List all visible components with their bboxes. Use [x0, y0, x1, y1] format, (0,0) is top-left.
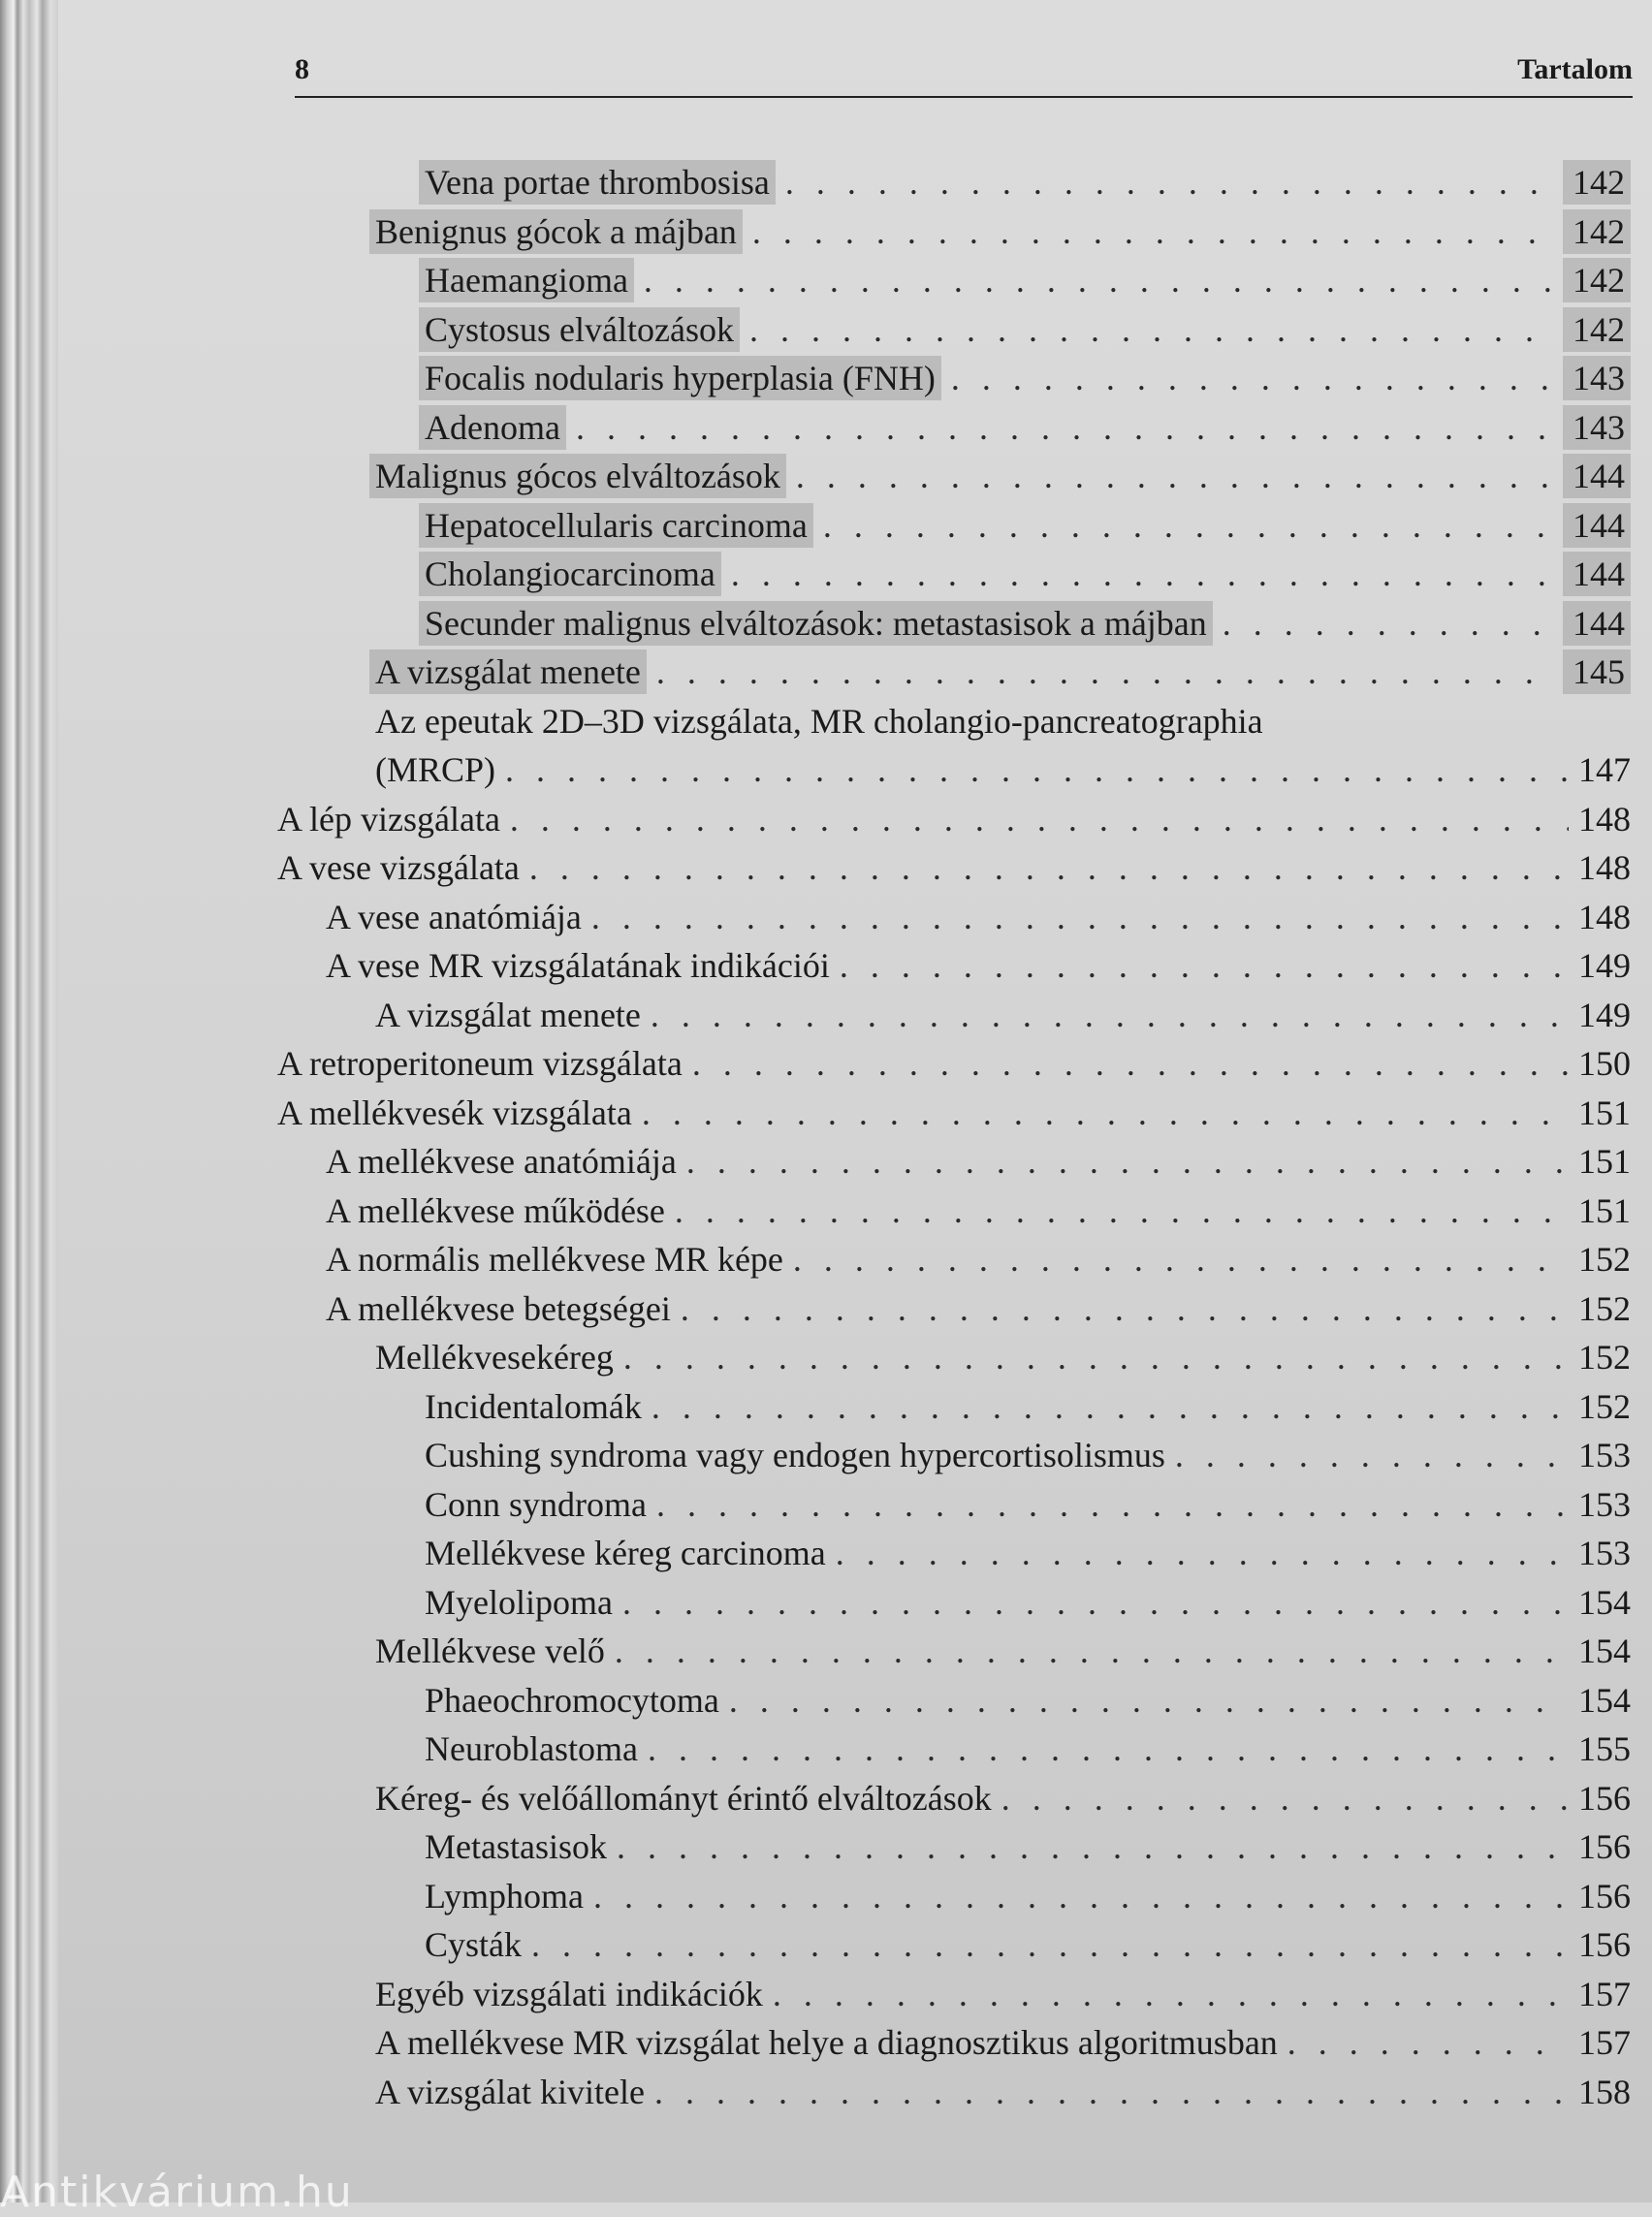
- toc-leader-dots: [749, 307, 1557, 352]
- toc-entry[interactable]: [58, 405, 1652, 454]
- toc-entry[interactable]: [58, 993, 1652, 1041]
- toc-leader-dots: [796, 454, 1557, 498]
- toc-page-number: 151: [1578, 1142, 1631, 1181]
- toc-entry[interactable]: [58, 1580, 1652, 1629]
- toc-leader-dots: [593, 1874, 1569, 1918]
- toc-leader-dots: [1287, 2020, 1569, 2065]
- toc-entry-title: Mellékvese velő: [375, 1631, 605, 1670]
- toc-entry-title: Focalis nodularis hyperplasia (FNH): [419, 356, 941, 400]
- toc-leader-dots: [531, 1922, 1569, 1967]
- toc-leader-dots: [752, 209, 1557, 254]
- toc-entry-title: Myelolipoma: [425, 1583, 613, 1622]
- toc-leader-dots: [644, 258, 1557, 302]
- toc-entry[interactable]: [58, 1139, 1652, 1188]
- toc-entry-title: A retroperitoneum vizsgálata: [277, 1044, 683, 1083]
- toc-entry-title: A normális mellékvese MR képe: [326, 1240, 783, 1279]
- toc-entry[interactable]: [58, 1237, 1652, 1285]
- toc-entry[interactable]: [58, 601, 1652, 649]
- toc-entry-title: Cholangiocarcinoma: [419, 552, 721, 596]
- toc-entry[interactable]: [58, 258, 1652, 306]
- toc-entry-title: A vizsgálat menete: [375, 996, 641, 1034]
- toc-page-number: 148: [1578, 800, 1631, 839]
- toc-page-number: 152: [1578, 1338, 1631, 1377]
- toc-entry-title: Malignus gócos elváltozások: [369, 454, 786, 498]
- toc-entry-title: Egyéb vizsgálati indikációk: [375, 1975, 763, 2013]
- toc-entry-title: A mellékvesék vizsgálata: [277, 1093, 632, 1132]
- toc-page-number: 142: [1563, 160, 1631, 205]
- page-number: 8: [295, 53, 309, 85]
- toc-leader-dots: [648, 1726, 1569, 1771]
- toc-entry[interactable]: [58, 797, 1652, 845]
- toc-leader-dots: [773, 1972, 1569, 2016]
- toc-entry-title: Hepatocellularis carcinoma: [419, 503, 813, 548]
- running-head: [295, 53, 1633, 98]
- toc-page-number: 155: [1578, 1729, 1631, 1768]
- toc-entry-title: A mellékvese betegségei: [326, 1289, 671, 1328]
- toc-entry[interactable]: [58, 649, 1652, 698]
- toc-entry-title: A vese vizsgálata: [277, 848, 520, 887]
- toc-leader-dots: [836, 1531, 1569, 1575]
- toc-page-number: 157: [1578, 1975, 1631, 2013]
- toc-entry-title: Metastasisok: [425, 1827, 607, 1866]
- toc-entry[interactable]: [58, 1041, 1652, 1090]
- toc-entry[interactable]: [58, 503, 1652, 552]
- toc-entry[interactable]: [58, 160, 1652, 208]
- toc-entry[interactable]: [58, 1482, 1652, 1531]
- toc-leader-dots: [692, 1041, 1569, 1086]
- toc-entry-title: Mellékvesekéreg: [375, 1338, 614, 1377]
- toc-entry-title: A vizsgálat menete: [369, 649, 647, 694]
- toc-page-number: 144: [1563, 503, 1631, 548]
- toc-entry-title: Secunder malignus elváltozások: metastasisok a májban: [419, 601, 1213, 646]
- toc-leader-dots: [651, 1384, 1569, 1429]
- toc-entry[interactable]: [58, 943, 1652, 992]
- toc-entry[interactable]: [58, 2070, 1652, 2118]
- toc-page-number: 142: [1563, 258, 1631, 302]
- toc-leader-dots: [951, 356, 1557, 400]
- toc-page-number: 154: [1578, 1583, 1631, 1622]
- toc-leader-dots: [785, 160, 1557, 205]
- toc-leader-dots: [731, 552, 1557, 596]
- book-page: [58, 0, 1652, 2202]
- toc-leader-dots: [656, 649, 1557, 694]
- toc-entry-title-line: Az epeutak 2D–3D vizsgálata, MR cholangio-pancreatographia: [375, 702, 1263, 741]
- toc-page-number: 156: [1578, 1779, 1631, 1818]
- toc-entry-title: (MRCP): [375, 750, 496, 789]
- toc-page-number: 153: [1578, 1534, 1631, 1572]
- toc-entry[interactable]: [58, 1531, 1652, 1579]
- toc-entry[interactable]: [58, 1972, 1652, 2020]
- toc-page-number: 153: [1578, 1485, 1631, 1524]
- toc-page-number: 149: [1578, 946, 1631, 985]
- toc-entry[interactable]: [58, 1335, 1652, 1383]
- running-title: Tartalom: [1517, 53, 1633, 85]
- toc-leader-dots: [651, 993, 1569, 1037]
- toc-page-number: 151: [1578, 1093, 1631, 1132]
- toc-entry-title: Adenoma: [419, 405, 566, 450]
- toc-entry[interactable]: [58, 895, 1652, 943]
- toc-leader-dots: [591, 895, 1569, 939]
- toc-page-number: 143: [1563, 405, 1631, 450]
- toc-entry-title: A vizsgálat kivitele: [375, 2073, 645, 2111]
- toc-leader-dots: [622, 1580, 1569, 1625]
- page-stack-edge: [0, 0, 58, 2202]
- toc-leader-dots: [793, 1237, 1569, 1282]
- toc-leader-dots: [1175, 1433, 1569, 1477]
- toc-entry-title: Neuroblastoma: [425, 1729, 638, 1768]
- toc-entry[interactable]: [58, 1629, 1652, 1677]
- toc-entry[interactable]: [58, 1776, 1652, 1824]
- toc-page-number: 148: [1578, 898, 1631, 936]
- toc-entry[interactable]: [58, 209, 1652, 258]
- toc-entry-title: Lymphoma: [425, 1877, 584, 1916]
- toc-entry[interactable]: [58, 845, 1652, 894]
- toc-leader-dots: [576, 405, 1557, 450]
- toc-entry[interactable]: [58, 1188, 1652, 1237]
- toc-entry-title: Cystosus elváltozások: [419, 307, 740, 352]
- toc-leader-dots: [675, 1188, 1569, 1233]
- toc-entry-title: Incidentalomák: [425, 1387, 642, 1426]
- toc-entry[interactable]: [58, 307, 1652, 356]
- toc-leader-dots: [656, 1482, 1569, 1527]
- toc-page-number: 152: [1578, 1289, 1631, 1328]
- toc-page-number: 153: [1578, 1436, 1631, 1474]
- toc-entry-title: A vese MR vizsgálatának indikációi: [326, 946, 830, 985]
- toc-page-number: 152: [1578, 1240, 1631, 1279]
- toc-page-number: 143: [1563, 356, 1631, 400]
- toc-leader-dots: [505, 747, 1569, 792]
- toc-entry-title: Vena portae thrombosisa: [419, 160, 776, 205]
- toc-entry-title: A lép vizsgálata: [277, 800, 500, 839]
- toc-entry-title: A mellékvese anatómiája: [326, 1142, 677, 1181]
- toc-entry-title: Conn syndroma: [425, 1485, 647, 1524]
- toc-page-number: 149: [1578, 996, 1631, 1034]
- toc-entry-title: Phaeochromocytoma: [425, 1681, 719, 1720]
- toc-leader-dots: [686, 1139, 1569, 1184]
- toc-entry-title: Kéreg- és velőállományt érintő elváltozások: [375, 1779, 992, 1818]
- toc-entry[interactable]: [58, 1384, 1652, 1433]
- toc-page-number: 158: [1578, 2073, 1631, 2111]
- toc-leader-dots: [529, 845, 1569, 890]
- toc-leader-dots: [654, 2070, 1569, 2114]
- toc-leader-dots: [729, 1678, 1569, 1723]
- toc-leader-dots: [681, 1286, 1569, 1331]
- toc-entry-title: Benignus gócok a májban: [369, 209, 743, 254]
- toc-page-number: 151: [1578, 1191, 1631, 1230]
- toc-entry-title: A vese anatómiája: [326, 898, 582, 936]
- toc-entry[interactable]: [58, 454, 1652, 502]
- toc-entry[interactable]: [58, 1922, 1652, 1971]
- toc-page-number: 142: [1563, 307, 1631, 352]
- toc-entry[interactable]: [58, 1286, 1652, 1335]
- toc-leader-dots: [623, 1335, 1569, 1379]
- toc-page-number: 156: [1578, 1877, 1631, 1916]
- toc-page-number: 154: [1578, 1681, 1631, 1720]
- toc-entry-title: Mellékvese kéreg carcinoma: [425, 1534, 826, 1572]
- toc-leader-dots: [823, 503, 1557, 548]
- toc-entry-title: A mellékvese működése: [326, 1191, 665, 1230]
- toc-entry[interactable]: [58, 2020, 1652, 2069]
- toc-entry[interactable]: [58, 1678, 1652, 1726]
- toc-entry[interactable]: [58, 1726, 1652, 1775]
- toc-leader-dots: [617, 1824, 1569, 1869]
- toc-leader-dots: [1223, 601, 1557, 646]
- toc-leader-dots: [1001, 1776, 1569, 1821]
- toc-page-number: 144: [1563, 601, 1631, 646]
- toc-page-number: 156: [1578, 1925, 1631, 1964]
- toc-entry-title: Haemangioma: [419, 258, 634, 302]
- toc-page-number: 144: [1563, 454, 1631, 498]
- toc-entry[interactable]: [58, 552, 1652, 600]
- watermark: Antikvárium.hu: [0, 2168, 354, 2217]
- toc-leader-dots: [642, 1091, 1569, 1135]
- toc-page-number: 142: [1563, 209, 1631, 254]
- toc-leader-dots: [510, 797, 1569, 841]
- toc-entry[interactable]: [58, 747, 1652, 796]
- toc-entry[interactable]: [58, 356, 1652, 404]
- toc-page-number: 148: [1578, 848, 1631, 887]
- toc-page-number: 147: [1578, 750, 1631, 789]
- toc-page-number: 144: [1563, 552, 1631, 596]
- toc-page-number: 152: [1578, 1387, 1631, 1426]
- toc-page-number: 156: [1578, 1827, 1631, 1866]
- toc-entry-title: Cushing syndroma vagy endogen hypercortisolismus: [425, 1436, 1165, 1474]
- toc-entry-title: A mellékvese MR vizsgálat helye a diagnosztikus algoritmusban: [375, 2023, 1278, 2062]
- toc-page-number: 145: [1563, 649, 1631, 694]
- toc-entry[interactable]: [58, 1824, 1652, 1873]
- toc-entry-title: Cysták: [425, 1925, 523, 1964]
- toc-entry[interactable]: [58, 1433, 1652, 1481]
- toc-page-number: 150: [1578, 1044, 1631, 1083]
- toc-leader-dots: [840, 943, 1569, 988]
- toc-entry[interactable]: [58, 1091, 1652, 1139]
- toc-page-number: 154: [1578, 1631, 1631, 1670]
- toc-leader-dots: [615, 1629, 1569, 1673]
- toc-entry[interactable]: [58, 1874, 1652, 1922]
- toc-page-number: 157: [1578, 2023, 1631, 2062]
